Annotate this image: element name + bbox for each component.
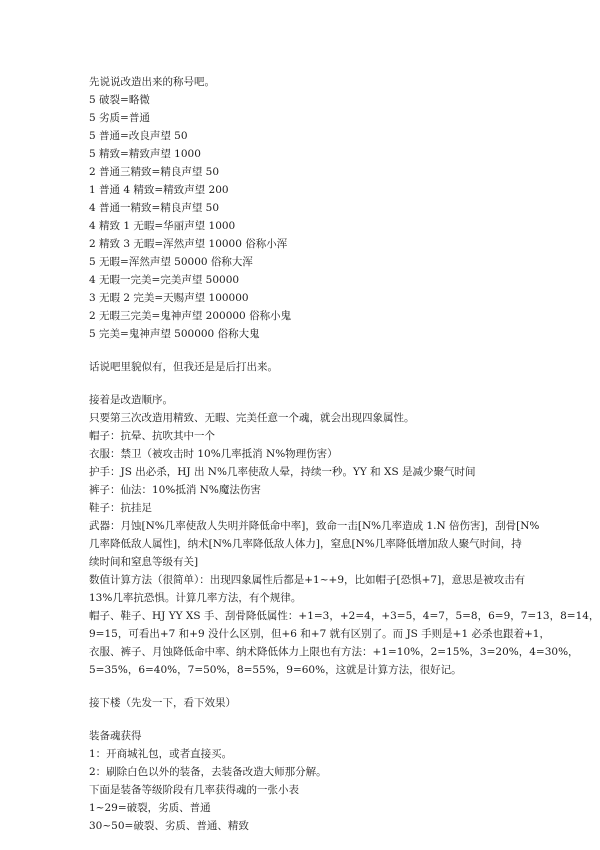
title-line: 5 无暇=浑然声望 50000 俗称大浑	[89, 256, 253, 268]
soul-line: 1：开商城礼包，或者直接买。	[89, 748, 233, 760]
title-line: 5 劣质=普通	[89, 112, 150, 124]
title-line: 5 破裂=略微	[89, 94, 150, 106]
order-line: 裤子：仙法：10%抵消 N%魔法伤害	[89, 484, 261, 496]
title-line: 4 普通一精致=精良声望 50	[89, 202, 220, 214]
intro-line: 先说说改造出来的称号吧。	[89, 76, 215, 88]
order-line: 13%几率抗恐惧。计算几率方法，有个规律。	[89, 592, 302, 604]
order-line: 鞋子：抗挂足	[89, 502, 152, 514]
order-line: 护手：JS 出必杀，HJ 出 N%几率使敌人晕，持续一秒。YY 和 XS 是减少聚气时间	[89, 466, 476, 478]
order-line: 9=15，可看出+7 和+9 没什么区别，但+6 和+7 就有区别了。而 JS 手则是+1 必杀也跟着+1，	[89, 628, 550, 640]
title-line: 5 完美=鬼神声望 500000 俗称大鬼	[89, 328, 260, 340]
order-line: 数值计算方法（很简单）：出现四象属性后都是+1~+9，比如帽子[恐惧+7]，意思是被攻击有	[89, 574, 526, 586]
order-line: 帽子、鞋子、HJ YY XS 手、刮骨降低属性：+1=3，+2=4，+3=5，4=7，5=8，6=9，7=13，8=14，	[89, 610, 600, 622]
title-line: 5 普通=改良声望 50	[89, 130, 188, 142]
next-line: 接下楼（先发一下，看下效果）	[89, 697, 236, 709]
order-line: 几率降低敌人属性]，纳术[N%几率降低敌人体力]，窒息[N%几率降低增加敌人聚气时间，持	[89, 538, 522, 550]
order-line: 衣服：禁卫（被攻击时 10%几率抵消 N%物理伤害）	[89, 448, 338, 460]
order-line: 5=35%，6=40%，7=50%，8=55%，9=60%，这就是计算方法，很好记。	[89, 664, 462, 676]
order-line: 只要第三次改造用精致、无暇、完美任意一个魂，就会出现四象属性。	[89, 412, 415, 424]
title-line: 5 精致=精致声望 1000	[89, 148, 201, 160]
title-line: 1 普通 4 精致=精致声望 200	[89, 184, 229, 196]
title-line: 2 普通三精致=精良声望 50	[89, 166, 220, 178]
title-line: 4 无暇一完美=完美声望 50000	[89, 274, 240, 286]
title-line: 2 无暇三完美=鬼神声望 200000 俗称小鬼	[89, 310, 292, 322]
soul-heading: 装备魂获得	[89, 730, 142, 742]
order-line: 武器：月蚀[N%几率使敌人失明并降低命中率]，致命一击[N%几率造成 1.N 倍伤害]，刮骨[N%	[89, 520, 540, 532]
soul-line: 1~29=破裂，劣质、普通	[89, 802, 211, 814]
aside-line: 话说吧里貌似有，但我还是是后打出来。	[89, 361, 278, 373]
order-line: 续时间和窒息等级有关]	[89, 556, 199, 568]
order-line: 帽子：抗晕、抗吹其中一个	[89, 430, 215, 442]
soul-line: 30~50=破裂、劣质、普通、精致	[89, 820, 249, 832]
order-line: 接着是改造顺序。	[89, 394, 173, 406]
title-line: 4 精致 1 无暇=华丽声望 1000	[89, 220, 236, 232]
title-line: 2 精致 3 无暇=浑然声望 10000 俗称小浑	[89, 238, 288, 250]
soul-line: 2：刷除白色以外的装备，去装备改造大师那分解。	[89, 766, 327, 778]
soul-line: 下面是装备等级阶段有几率获得魂的一张小表	[89, 784, 299, 796]
order-line: 衣服、裤子、月蚀降低命中率、纳术降低体力上限也有方法：+1=10%，2=15%，3=20%，4=30%，	[89, 646, 579, 658]
title-line: 3 无暇 2 完美=天赐声望 100000	[89, 292, 249, 304]
